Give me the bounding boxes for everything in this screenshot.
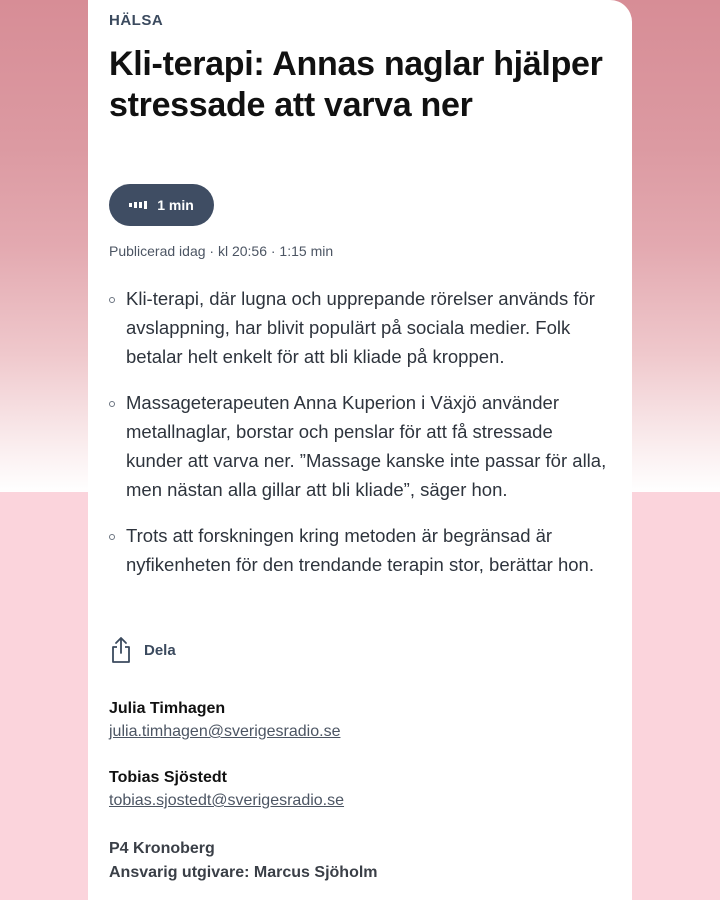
article-card: [88, 0, 632, 900]
bullet-icon: [109, 401, 115, 407]
bullet-icon: [109, 297, 115, 303]
list-item: [109, 521, 614, 579]
list-item: [109, 388, 614, 504]
author-name: Julia Timhagen: [109, 700, 226, 717]
station-name: P4 Kronoberg: [109, 840, 215, 857]
responsible-publisher: Ansvarig utgivare: Marcus Sjöholm: [109, 864, 378, 881]
bullet-icon: [109, 534, 115, 540]
author-block: [109, 767, 344, 813]
list-item-text: Trots att forskningen kring metoden är begränsad är nyfikenheten för den trendande terapin stor, berättar hon.: [126, 525, 594, 575]
author-email-link[interactable]: tobias.sjostedt@sverigesradio.se: [109, 792, 345, 809]
author-block: [109, 698, 340, 744]
category-label[interactable]: HÄLSA: [109, 12, 164, 29]
publisher-info: [109, 837, 378, 885]
list-item-text: Massageterapeuten Anna Kuperion i Växjö använder metallnaglar, borstar och penslar för att få stressade kunder att varva ner. ”Massage kanske inte passar för alla, men nästan alla gillar att bli kliade”, säger hon.: [126, 392, 607, 500]
share-label: Dela: [144, 641, 176, 659]
share-button[interactable]: [109, 636, 176, 664]
publish-meta: Publicerad idag · kl 20:56 · 1:15 min: [109, 243, 334, 259]
play-audio-button[interactable]: [109, 184, 214, 226]
summary-list: [109, 284, 614, 596]
list-item: [109, 284, 614, 371]
article-headline: Kli-terapi: Annas naglar hjälper stressade att varva ner: [109, 45, 603, 124]
list-item-text: Kli-terapi, där lugna och upprepande rörelser används för avslappning, har blivit populärt på sociala medier. Folk betalar helt enkelt för att bli kliade på kroppen.: [126, 288, 595, 367]
author-name: Tobias Sjöstedt: [109, 769, 227, 786]
audio-duration-label: 1 min: [157, 197, 194, 213]
sound-bars-icon: [129, 201, 147, 209]
share-icon: [109, 636, 133, 664]
author-email-link[interactable]: julia.timhagen@sverigesradio.se: [109, 723, 341, 740]
